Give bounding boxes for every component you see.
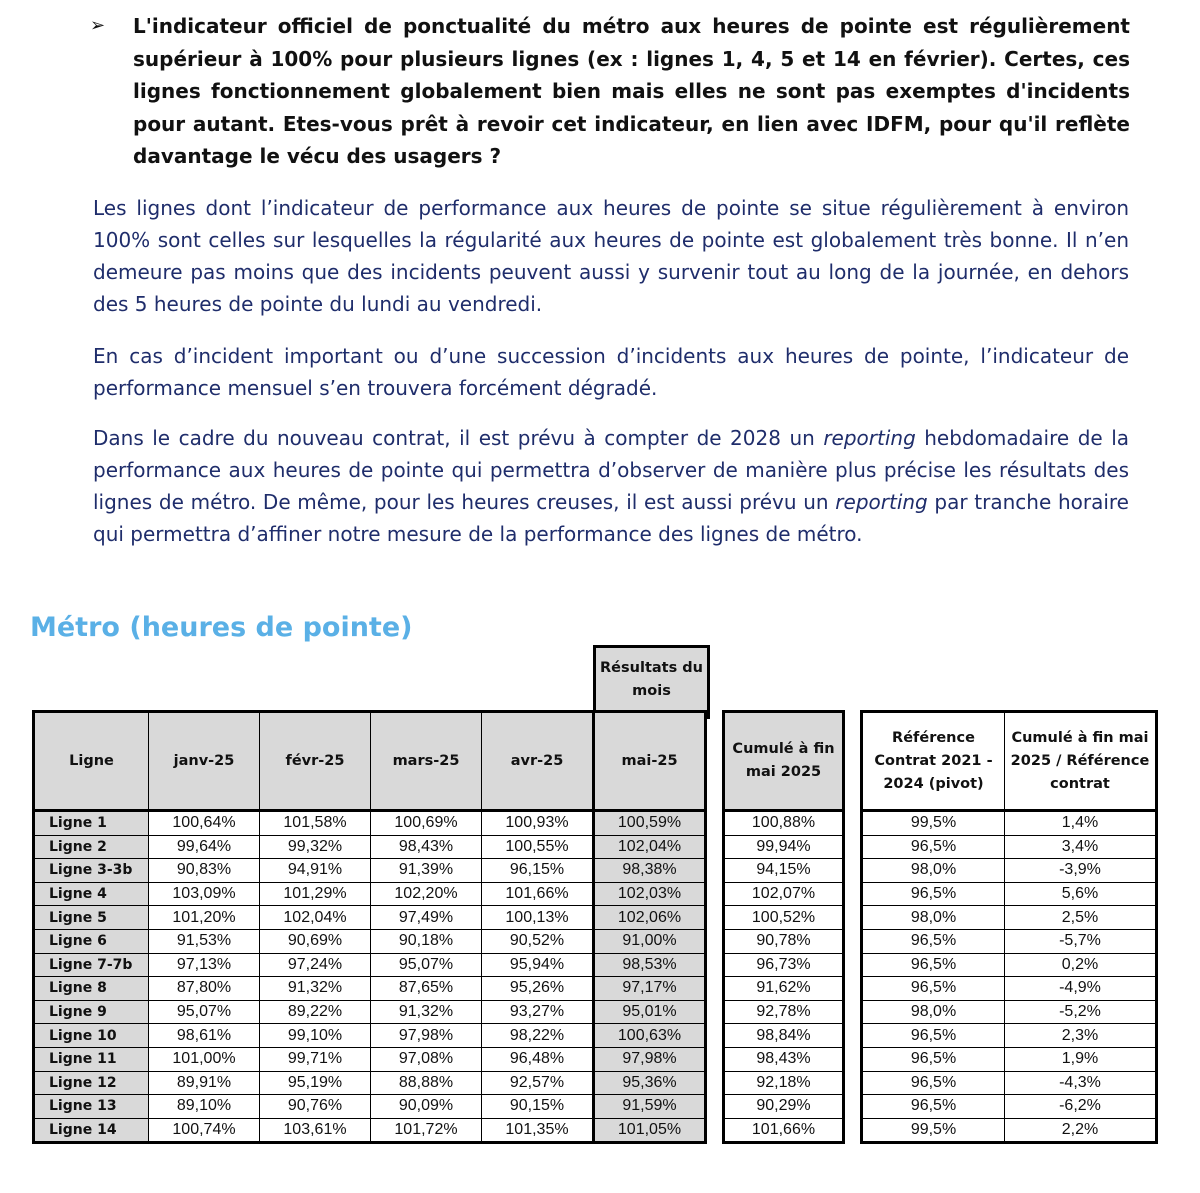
cell-ratio: 2,2% [1005, 1118, 1157, 1143]
cell-feb: 97,24% [260, 953, 371, 977]
cell-may: 91,59% [594, 1095, 706, 1119]
cell-may: 95,01% [594, 1000, 706, 1024]
cell-jan: 101,20% [149, 906, 260, 930]
cell-ligne: Ligne 12 [34, 1071, 149, 1095]
cell-may: 100,59% [594, 811, 706, 836]
cell-cumul: 92,78% [724, 1000, 844, 1024]
cell-jan: 89,91% [149, 1071, 260, 1095]
cell-jan: 99,64% [149, 835, 260, 859]
table-row [34, 835, 706, 859]
cell-jan: 89,10% [149, 1095, 260, 1119]
cell-apr: 90,15% [482, 1095, 594, 1119]
cell-jan: 98,61% [149, 1024, 260, 1048]
cell-mar: 91,32% [371, 1000, 482, 1024]
cell-mar: 100,69% [371, 811, 482, 836]
table-row [34, 906, 706, 930]
table-row [862, 1000, 1157, 1024]
table-row [34, 811, 706, 836]
answer-p3-part-b: hebdomadaire de la performance aux heures de pointe qui permettra d’observer de manière plus précise les résultats des lignes de métro. De même, pour les heures creuses, il est aussi prévu un [93, 426, 1130, 514]
cell-feb: 90,76% [260, 1095, 371, 1119]
cell-feb: 101,29% [260, 882, 371, 906]
cell-ratio: 5,6% [1005, 882, 1157, 906]
cell-jan: 97,13% [149, 953, 260, 977]
table-row [34, 1047, 706, 1071]
cell-ligne: Ligne 10 [34, 1024, 149, 1048]
cell-mar: 102,20% [371, 882, 482, 906]
cell-reference: 99,5% [862, 1118, 1005, 1143]
table-row [34, 1024, 706, 1048]
col-header-cumul: Cumulé à fin mai 2025 [724, 712, 844, 811]
table-row [34, 1118, 706, 1143]
cell-mar: 87,65% [371, 977, 482, 1001]
table-row [34, 977, 706, 1001]
answer-paragraph-2: En cas d’incident important ou d’une succession d’incidents aux heures de pointe, l’indicateur de performance mensuel s’en trouvera forcément dégradé. [93, 344, 1129, 400]
cell-feb: 89,22% [260, 1000, 371, 1024]
col-header-mar: mars-25 [371, 712, 482, 811]
cell-apr: 101,66% [482, 882, 594, 906]
table-row [862, 859, 1157, 883]
cell-reference: 96,5% [862, 953, 1005, 977]
answer-p3-part-a: Dans le cadre du nouveau contrat, il est prévu à compter de 2028 un [93, 426, 824, 450]
monthly-results-table [32, 710, 707, 1144]
cell-feb: 99,71% [260, 1047, 371, 1071]
cell-cumul: 98,43% [724, 1047, 844, 1071]
cell-ratio: 3,4% [1005, 835, 1157, 859]
cell-reference: 99,5% [862, 811, 1005, 836]
cell-cumul: 100,52% [724, 906, 844, 930]
cell-cumul: 99,94% [724, 835, 844, 859]
answer-p3-emphasis-2: reporting [835, 490, 928, 514]
table-row [862, 1071, 1157, 1095]
cell-ratio: 1,9% [1005, 1047, 1157, 1071]
cell-apr: 100,93% [482, 811, 594, 836]
cell-jan: 103,09% [149, 882, 260, 906]
table-row [724, 906, 844, 930]
cell-apr: 98,22% [482, 1024, 594, 1048]
cell-reference: 98,0% [862, 906, 1005, 930]
cell-may: 98,53% [594, 953, 706, 977]
cell-ligne: Ligne 9 [34, 1000, 149, 1024]
cell-mar: 98,43% [371, 835, 482, 859]
cell-cumul: 94,15% [724, 859, 844, 883]
answer-paragraph-3 [93, 422, 1129, 550]
cell-ligne: Ligne 4 [34, 882, 149, 906]
table-row [862, 929, 1157, 953]
cell-ligne: Ligne 13 [34, 1095, 149, 1119]
col-header-feb: févr-25 [260, 712, 371, 811]
cell-ratio: 2,5% [1005, 906, 1157, 930]
cell-cumul: 102,07% [724, 882, 844, 906]
cell-ratio: -5,7% [1005, 929, 1157, 953]
cumulative-table [722, 710, 845, 1144]
cell-ratio: -3,9% [1005, 859, 1157, 883]
table-row [862, 906, 1157, 930]
cell-mar: 97,49% [371, 906, 482, 930]
table-row [724, 929, 844, 953]
cell-ratio: -4,9% [1005, 977, 1157, 1001]
cell-may: 95,36% [594, 1071, 706, 1095]
cell-may: 98,38% [594, 859, 706, 883]
cell-jan: 87,80% [149, 977, 260, 1001]
cell-cumul: 90,29% [724, 1095, 844, 1119]
cell-reference: 96,5% [862, 1071, 1005, 1095]
table-row [724, 1118, 844, 1143]
section-title: Métro (heures de pointe) [30, 612, 413, 643]
table-row [34, 859, 706, 883]
cell-cumul: 96,73% [724, 953, 844, 977]
cell-ligne: Ligne 1 [34, 811, 149, 836]
table-row [724, 1071, 844, 1095]
cell-mar: 91,39% [371, 859, 482, 883]
cell-apr: 96,15% [482, 859, 594, 883]
cell-feb: 101,58% [260, 811, 371, 836]
reference-table [860, 710, 1158, 1144]
col-header-reference: Référence Contrat 2021 - 2024 (pivot) [862, 712, 1005, 811]
cell-cumul: 100,88% [724, 811, 844, 836]
cell-apr: 100,13% [482, 906, 594, 930]
table-row [724, 953, 844, 977]
cell-ligne: Ligne 8 [34, 977, 149, 1001]
col-header-apr: avr-25 [482, 712, 594, 811]
cell-reference: 96,5% [862, 1047, 1005, 1071]
question-block [90, 10, 1130, 173]
cell-ligne: Ligne 3-3b [34, 859, 149, 883]
col-header-ratio: Cumulé à fin mai 2025 / Référence contrat [1005, 712, 1157, 811]
table-row [862, 835, 1157, 859]
cell-may: 101,05% [594, 1118, 706, 1143]
cell-feb: 102,04% [260, 906, 371, 930]
table-row [862, 1118, 1157, 1143]
answer-paragraph-1: Les lignes dont l’indicateur de performance aux heures de pointe se situe régulièrement à environ 100% sont celles sur lesquelles la régularité aux heures de pointe est globalement très bonne. Il n’en demeure pas moins que des incidents peuvent aussi y survenir tout au long de la journée, en dehors des 5 heures de pointe du lundi au vendredi. [93, 196, 1129, 316]
table-row [862, 882, 1157, 906]
cell-reference: 96,5% [862, 835, 1005, 859]
cell-apr: 93,27% [482, 1000, 594, 1024]
cell-mar: 97,98% [371, 1024, 482, 1048]
cell-feb: 99,32% [260, 835, 371, 859]
table-row [724, 859, 844, 883]
table-row [862, 1047, 1157, 1071]
cell-mar: 90,18% [371, 929, 482, 953]
cell-jan: 95,07% [149, 1000, 260, 1024]
col-header-ligne: Ligne [34, 712, 149, 811]
table-row [862, 811, 1157, 836]
cell-may: 100,63% [594, 1024, 706, 1048]
answer-p3-part-c: par tranche horaire qui permettra d’affiner notre mesure de la performance des lignes de métro. [93, 490, 1129, 546]
table-row [724, 1095, 844, 1119]
cell-ligne: Ligne 5 [34, 906, 149, 930]
cell-ligne: Ligne 2 [34, 835, 149, 859]
table-row [862, 1024, 1157, 1048]
cell-jan: 91,53% [149, 929, 260, 953]
cell-reference: 98,0% [862, 859, 1005, 883]
table-row [862, 977, 1157, 1001]
cell-ligne: Ligne 14 [34, 1118, 149, 1143]
table-row [724, 1000, 844, 1024]
table-row [34, 953, 706, 977]
cell-cumul: 92,18% [724, 1071, 844, 1095]
col-header-may: mai-25 [594, 712, 706, 811]
cell-may: 102,04% [594, 835, 706, 859]
cell-ratio: -5,2% [1005, 1000, 1157, 1024]
cell-cumul: 101,66% [724, 1118, 844, 1143]
table-row [34, 1071, 706, 1095]
table-row [34, 882, 706, 906]
cell-may: 102,03% [594, 882, 706, 906]
cell-ligne: Ligne 6 [34, 929, 149, 953]
cell-cumul: 90,78% [724, 929, 844, 953]
cell-ratio: 2,3% [1005, 1024, 1157, 1048]
cell-may: 97,17% [594, 977, 706, 1001]
cell-feb: 99,10% [260, 1024, 371, 1048]
cell-cumul: 91,62% [724, 977, 844, 1001]
arrow-bullet-icon: ➢ [90, 15, 106, 36]
cell-ligne: Ligne 7-7b [34, 953, 149, 977]
table-row [724, 882, 844, 906]
cell-jan: 90,83% [149, 859, 260, 883]
cell-ligne: Ligne 11 [34, 1047, 149, 1071]
cell-apr: 95,94% [482, 953, 594, 977]
cell-feb: 95,19% [260, 1071, 371, 1095]
cell-feb: 94,91% [260, 859, 371, 883]
cell-ratio: 1,4% [1005, 811, 1157, 836]
cell-reference: 98,0% [862, 1000, 1005, 1024]
table-row [724, 1047, 844, 1071]
cell-ratio: -4,3% [1005, 1071, 1157, 1095]
cell-jan: 101,00% [149, 1047, 260, 1071]
cell-may: 102,06% [594, 906, 706, 930]
cell-apr: 100,55% [482, 835, 594, 859]
table-row [34, 1095, 706, 1119]
cell-apr: 101,35% [482, 1118, 594, 1143]
table-row [724, 1024, 844, 1048]
cell-apr: 92,57% [482, 1071, 594, 1095]
cell-reference: 96,5% [862, 929, 1005, 953]
cell-reference: 96,5% [862, 1024, 1005, 1048]
cell-reference: 96,5% [862, 977, 1005, 1001]
cell-feb: 90,69% [260, 929, 371, 953]
table-row [862, 953, 1157, 977]
cell-feb: 103,61% [260, 1118, 371, 1143]
col-header-jan: janv-25 [149, 712, 260, 811]
cell-cumul: 98,84% [724, 1024, 844, 1048]
cell-mar: 90,09% [371, 1095, 482, 1119]
cell-mar: 88,88% [371, 1071, 482, 1095]
table-row [34, 929, 706, 953]
table-row [34, 1000, 706, 1024]
cell-apr: 96,48% [482, 1047, 594, 1071]
cell-ratio: 0,2% [1005, 953, 1157, 977]
table-row [724, 835, 844, 859]
table-row [724, 977, 844, 1001]
cell-ratio: -6,2% [1005, 1095, 1157, 1119]
cell-may: 97,98% [594, 1047, 706, 1071]
cell-mar: 95,07% [371, 953, 482, 977]
cell-feb: 91,32% [260, 977, 371, 1001]
cell-jan: 100,64% [149, 811, 260, 836]
table-row [862, 1095, 1157, 1119]
monthly-results-header: Résultats du mois [593, 645, 710, 719]
question-text: L'indicateur officiel de ponctualité du métro aux heures de pointe est régulièrement supérieur à 100% pour plusieurs lignes (ex : lignes 1, 4, 5 et 14 en février). Certes, ces lignes fonctionnement globalement bien mais elles ne sont pas exemptes d'incidents pour autant. Etes-vous prêt à revoir cet indicateur, en lien avec IDFM, pour qu'il reflète davantage le vécu des usagers ? [133, 14, 1130, 168]
cell-may: 91,00% [594, 929, 706, 953]
cell-apr: 90,52% [482, 929, 594, 953]
cell-mar: 101,72% [371, 1118, 482, 1143]
cell-mar: 97,08% [371, 1047, 482, 1071]
cell-jan: 100,74% [149, 1118, 260, 1143]
cell-reference: 96,5% [862, 882, 1005, 906]
cell-apr: 95,26% [482, 977, 594, 1001]
answer-p3-emphasis-1: reporting [823, 426, 916, 450]
table-row [724, 811, 844, 836]
cell-reference: 96,5% [862, 1095, 1005, 1119]
